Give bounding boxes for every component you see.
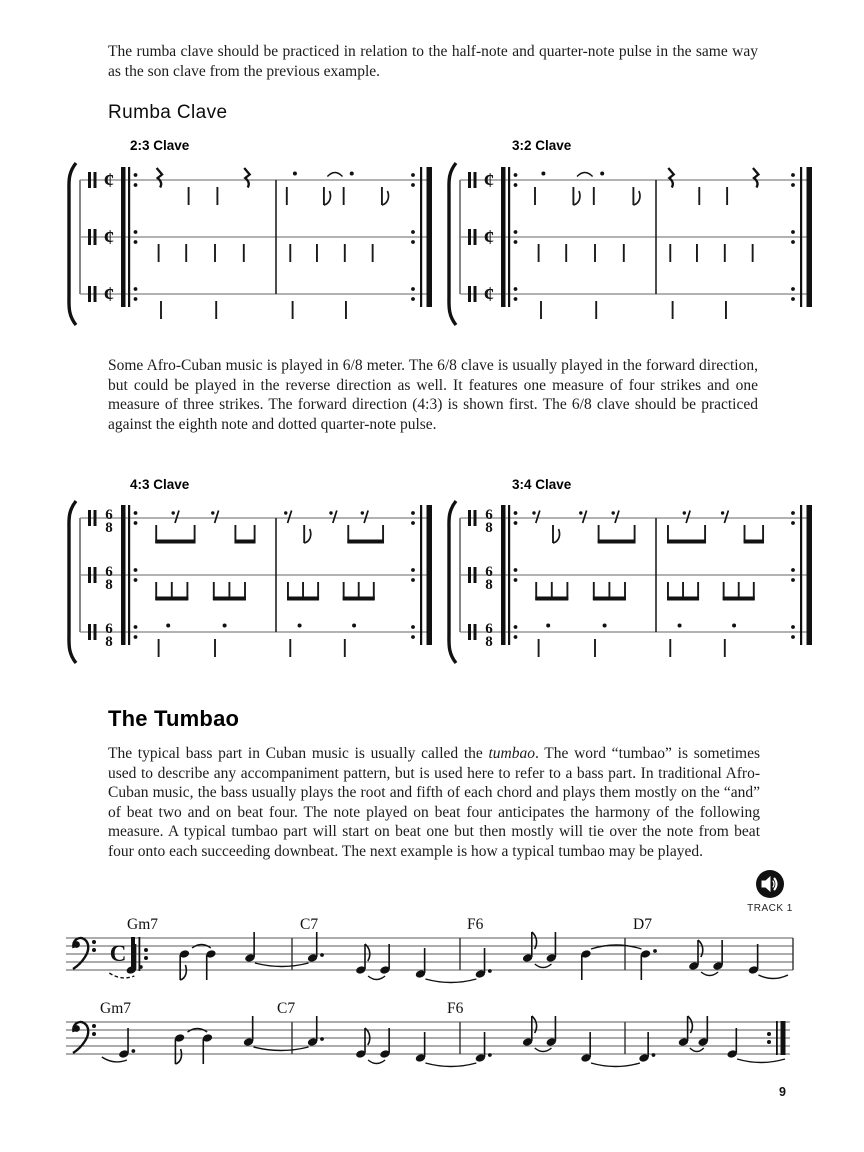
notation-4-3-clave xyxy=(64,496,434,676)
svg-text:¢: ¢ xyxy=(103,282,115,306)
svg-text:6: 6 xyxy=(105,507,113,523)
svg-text:¢: ¢ xyxy=(483,282,495,306)
notation-3-4-clave xyxy=(444,496,814,676)
svg-text:¢: ¢ xyxy=(483,225,495,249)
notation-tumbao-line-2 xyxy=(62,997,812,1087)
svg-text:¢: ¢ xyxy=(103,168,115,192)
rumba-clave-heading: Rumba Clave xyxy=(108,102,228,123)
clave-label-3-4: 3:4 Clave xyxy=(512,477,572,492)
svg-text:C: C xyxy=(109,941,127,966)
notation-3-2-clave xyxy=(444,158,814,338)
clave-label-2-3: 2:3 Clave xyxy=(130,138,190,153)
clave-label-4-3: 4:3 Clave xyxy=(130,477,190,492)
svg-text:8: 8 xyxy=(105,520,113,536)
svg-text:¢: ¢ xyxy=(103,225,115,249)
svg-text:6: 6 xyxy=(485,621,493,637)
svg-text:6: 6 xyxy=(485,507,493,523)
svg-text:F6: F6 xyxy=(447,1000,464,1017)
svg-text:D7: D7 xyxy=(633,916,652,933)
svg-text:8: 8 xyxy=(485,520,493,536)
svg-text:C7: C7 xyxy=(277,1000,296,1017)
speaker-icon xyxy=(752,866,788,902)
svg-text:6: 6 xyxy=(105,564,113,580)
notation-2-3-clave xyxy=(64,158,434,338)
meter-paragraph: Some Afro-Cuban music is played in 6/8 meter. The 6/8 clave is usually played in the forward direction, but could be played in the reverse direction as well. It features one measure of four strikes and one measure of three strikes. The forward direction (4:3) is shown first. The 6/8 clave should be practiced against the eighth note and dotted quarter-note pulse. xyxy=(108,357,758,433)
svg-text:Gm7: Gm7 xyxy=(100,1000,131,1017)
svg-text:8: 8 xyxy=(105,577,113,593)
svg-text:8: 8 xyxy=(485,577,493,593)
svg-text:Gm7: Gm7 xyxy=(127,916,158,933)
tumbao-heading: The Tumbao xyxy=(108,706,240,731)
text-run: . The word “tumbao” is sometimes used to describe any accompaniment pattern, but is used here to refer to a bass part. In traditional Afro-Cuban music, the bass usually plays the root and fifth of each chord and plays them mostly on the “and” of beat two and on beat four. The note played on beat four anticipates the harmony of the following measure. A typical tumbao part will start on beat one but then mostly will tie over the note from beat four onto each succeeding downbeat. The next example is how a typical tumbao may be played. xyxy=(108,745,760,860)
svg-text:C7: C7 xyxy=(300,916,319,933)
intro-paragraph: The rumba clave should be practiced in relation to the half-note and quarter-note pulse in the same way as the son clave from the previous example. xyxy=(108,43,758,80)
text-run: tumbao xyxy=(488,745,535,762)
svg-text:8: 8 xyxy=(105,634,113,650)
svg-text:8: 8 xyxy=(485,634,493,650)
text-run: The typical bass part in Cuban music is usually called the xyxy=(108,745,489,762)
clave-label-3-2: 3:2 Clave xyxy=(512,138,572,153)
notation-tumbao-line-1 xyxy=(62,912,812,1002)
tumbao-paragraph xyxy=(108,744,760,862)
page-number: 9 xyxy=(779,1085,786,1099)
svg-text:6: 6 xyxy=(105,621,113,637)
svg-text:¢: ¢ xyxy=(483,168,495,192)
track-badge-label: TRACK 1 xyxy=(747,903,793,914)
svg-text:6: 6 xyxy=(485,564,493,580)
svg-text:F6: F6 xyxy=(467,916,484,933)
